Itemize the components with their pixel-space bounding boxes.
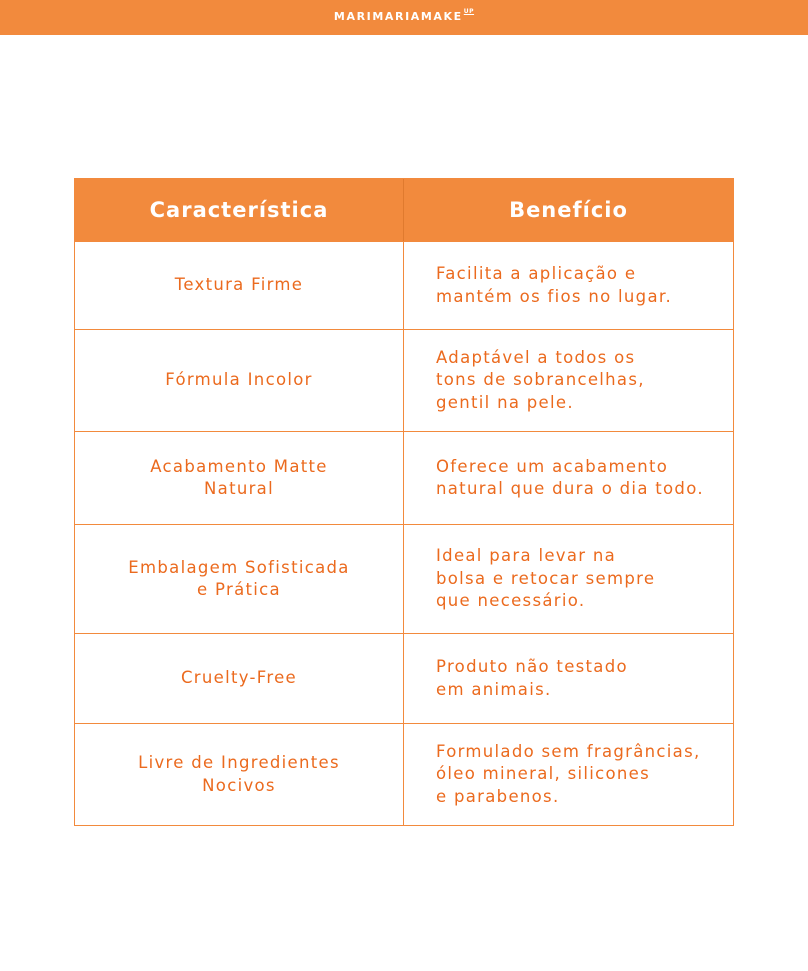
benefit-cell <box>404 724 733 825</box>
table-row <box>75 241 733 329</box>
table-row <box>75 633 733 723</box>
feature-text: Textura Firme <box>174 275 304 295</box>
benefit-cell <box>404 330 733 431</box>
benefit-text: Formulado sem fragrâncias, óleo mineral, silicones e parabenos. <box>436 741 701 806</box>
feature-cell <box>75 330 404 431</box>
table-row <box>75 431 733 524</box>
brand-name: MARIMARIAMAKE <box>333 10 463 23</box>
benefit-cell <box>404 242 733 329</box>
brand-sup: UP <box>463 8 475 15</box>
feature-cell <box>75 432 404 524</box>
brand-logo <box>334 10 474 23</box>
feature-cell <box>75 242 404 329</box>
benefit-text: Ideal para levar na bolsa e retocar sempre que necessário. <box>436 546 656 611</box>
column-header-feature: Característica <box>149 198 329 222</box>
benefit-cell <box>404 634 733 723</box>
table-row <box>75 329 733 431</box>
benefit-cell <box>404 525 733 633</box>
table-row <box>75 524 733 633</box>
feature-text: Cruelty-Free <box>180 668 297 688</box>
header-cell-feature <box>75 179 404 241</box>
feature-cell <box>75 525 404 633</box>
feature-text: Acabamento Matte Natural <box>150 456 328 498</box>
features-table <box>74 178 734 826</box>
benefit-text: Produto não testado em animais. <box>436 657 628 699</box>
header-cell-benefit <box>404 179 733 241</box>
benefit-text: Facilita a aplicação e mantém os fios no lugar. <box>436 264 672 306</box>
benefit-text: Oferece um acabamento natural que dura o dia todo. <box>436 456 704 498</box>
feature-text: Fórmula Incolor <box>165 370 313 390</box>
feature-cell <box>75 724 404 825</box>
benefit-text: Adaptável a todos os tons de sobrancelhas, gentil na pele. <box>436 347 645 412</box>
feature-text: Livre de Ingredientes Nocivos <box>138 753 340 795</box>
table-header-row <box>75 179 733 241</box>
top-banner <box>0 0 808 35</box>
feature-cell <box>75 634 404 723</box>
table-row <box>75 723 733 825</box>
column-header-benefit: Benefício <box>509 198 628 222</box>
benefit-cell <box>404 432 733 524</box>
feature-text: Embalagem Sofisticada e Prática <box>128 557 350 599</box>
